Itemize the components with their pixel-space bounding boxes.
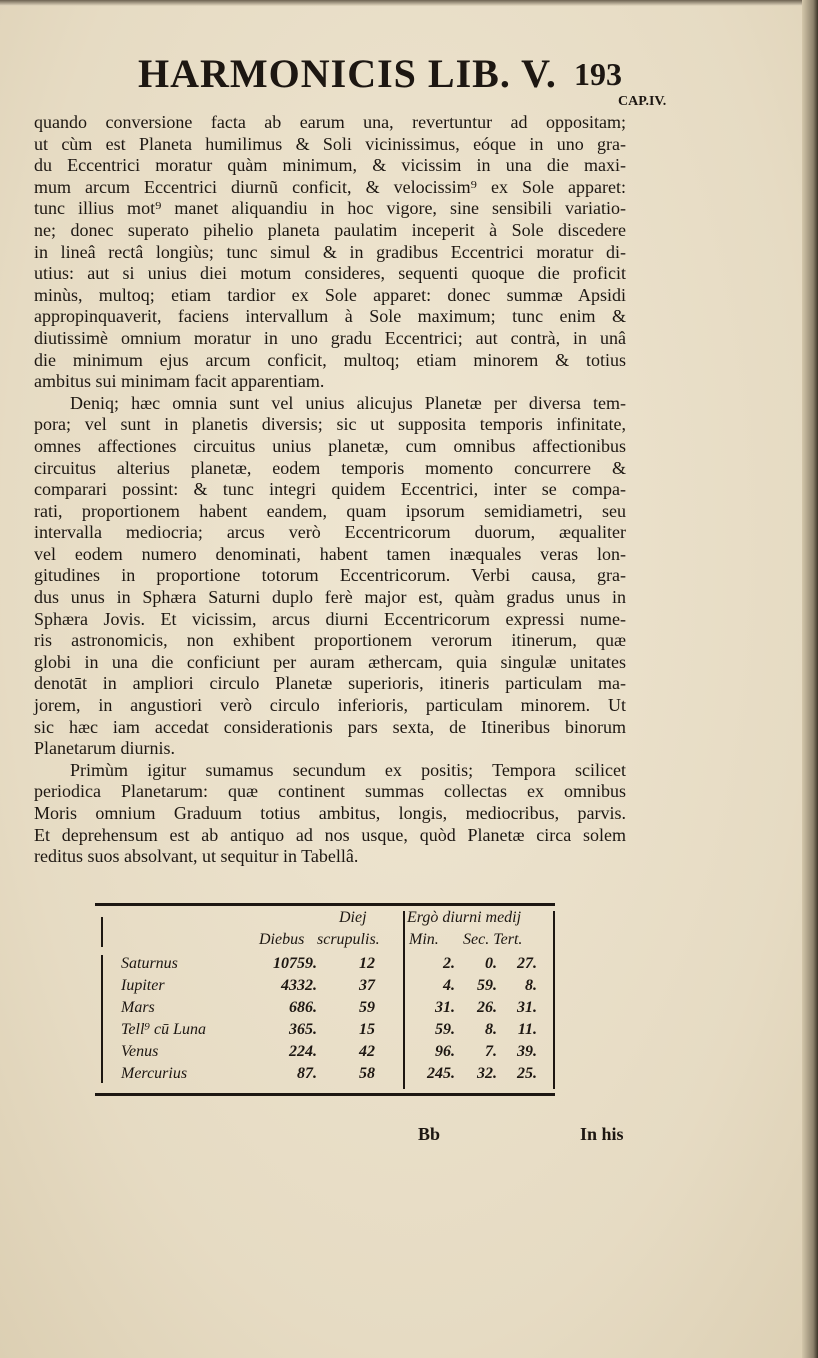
text-line: du Eccentrici moratur quàm minimum, & vicissim in una die maxi- [34,155,626,176]
daily-thirds: 39. [517,1043,537,1060]
daily-thirds: 25. [517,1065,537,1082]
period-scrupuli: 12 [359,955,375,972]
planet-name: Tell⁹ cū Luna [121,1021,206,1038]
period-scrupuli: 37 [359,977,375,994]
daily-minutes: 2. [443,955,455,972]
text-line: die minimum ejus arcum conficit, multoq; etiam minorem & totius [34,349,626,370]
text-line: globi in una die conficiunt per auram æthercam, quia singulæ unitates [34,651,626,672]
body-text [34,112,626,868]
header-diebus: Diebus [259,931,305,948]
text-line: sic hæc iam accedat considerationis pars sexta, de Itineribus binorum [34,716,626,737]
period-days: 224. [289,1043,317,1060]
text-line: quando conversione facta ab earum una, revertuntur ad oppositam; [34,112,626,132]
text-line: ris astronomicis, non exhibent proportionem verorum itinerum, quæ [34,630,626,651]
header-sec-tert: Sec. Tert. [463,931,523,948]
text-line: gitudines in proportione totorum Eccentricorum. Verbi causa, gra- [34,565,626,586]
text-line: ut cùm est Planeta humilimus & Soli vicinissimus, eóque in uno gra- [34,133,626,154]
header-min: Min. [409,931,439,948]
daily-seconds: 32. [477,1065,497,1082]
period-scrupuli: 42 [359,1043,375,1060]
period-scrupuli: 15 [359,1021,375,1038]
period-days: 10759. [273,955,317,972]
planet-name: Venus [121,1043,159,1060]
text-line: in lineâ rectâ longiùs; tunc simul & in gradibus Eccentrici moratur di- [34,241,626,262]
text-line: Deniq; hæc omnia sunt vel unius alicujus Planetæ per diversa tem- [70,392,626,413]
period-scrupuli: 58 [359,1065,375,1082]
daily-minutes: 31. [435,999,455,1016]
daily-minutes: 59. [435,1021,455,1038]
table-bottom-rule [95,1093,555,1096]
text-line: omnes affectiones circuitus unius planetæ, cum omnibus affectionibus [34,435,626,456]
period-days: 365. [289,1021,317,1038]
period-days: 686. [289,999,317,1016]
periods-table [95,903,559,1101]
daily-minutes: 245. [427,1065,455,1082]
chapter-label: CAP.IV. [618,94,667,109]
daily-minutes: 4. [443,977,455,994]
page-spine-edge [802,0,818,1358]
text-line: Moris omnium Graduum totius ambitus, longis, mediocribus, parvis. [34,803,626,823]
table-left-bar [101,955,103,1083]
running-head: HARMONICIS LIB. V. [138,51,557,96]
daily-thirds: 8. [525,977,537,994]
text-line: minùs, multoq; etiam tardior ex Sole apparet: donec summæ Apsidi [34,284,626,305]
text-line: reditus suos absolvant, ut sequitur in Tabellâ. [34,846,359,867]
planet-name: Mars [121,999,155,1016]
text-line: Et deprehensum est ab antiquo ad nos usque, quòd Planetæ circa solem [34,824,626,845]
catchword: In his [580,1124,624,1144]
page-top-edge [0,0,818,6]
text-line: comparari possint: & tunc integri quidem Eccentrici, inter se compa- [34,479,626,500]
signature-mark: Bb [418,1124,441,1144]
text-line: tunc illius mot⁹ manet aliquandiu in hoc vigore, sine sensibili variatio- [34,198,626,219]
planet-name: Iupiter [121,977,165,994]
header-scrupulis: scrupulis. [317,931,380,948]
text-line: pora; vel sunt in planetis diversis; sic ut supposita temporis infinitate, [34,414,626,435]
header-ergo: Ergò diurni medij [407,909,522,926]
header-diej: Diej [339,909,367,926]
text-line: mum arcum Eccentrici diurnũ conficit, & velocissim⁹ ex Sole apparet: [34,176,626,197]
text-line: rati, proportionem habent eandem, quam ipsorum semidiametri, seu [34,500,626,521]
text-line: vel eodem numero denominati, habent tamen inæquales veras lon- [34,543,626,564]
daily-seconds: 8. [485,1021,497,1038]
daily-minutes: 96. [435,1043,455,1060]
period-scrupuli: 59 [359,999,375,1016]
text-line: Sphæra Jovis. Et vicissim, arcus diurni Eccentricorum expressi nume- [34,608,626,629]
page-number: 193 [574,56,622,92]
text-line: dus unus in Sphæra Saturni duplo ferè major est, quàm gradus unus in [34,587,626,608]
daily-thirds: 11. [517,1021,537,1038]
table-top-rule [95,903,555,906]
planet-name: Mercurius [121,1065,188,1082]
daily-thirds: 27. [517,955,537,972]
table-left-bar [101,917,103,947]
text-line: jorem, in angustiori verò circulo inferioris, particulam minorem. Ut [34,695,626,716]
text-line: Primùm igitur sumamus secundum ex positis; Tempora scilicet [70,759,626,780]
text-line: periodica Planetarum: quæ continent summas collectas ex omnibus [34,781,626,802]
daily-seconds: 26. [477,999,497,1016]
daily-seconds: 7. [485,1043,497,1060]
text-line: ne; donec superato pihelio planeta paulatim inceperit à Sole discedere [34,219,626,240]
period-days: 87. [297,1065,317,1082]
daily-seconds: 0. [485,955,497,972]
text-line: appropinquaverit, faciens intervallum à Sole maximum; tunc enim & [34,306,626,327]
text-line: utius: aut si unius diei motum consideres, sequenti quoque die proficit [34,263,626,284]
text-line: Planetarum diurnis. [34,738,175,759]
text-line: circuitus alterius planetæ, eodem temporis momento concurrere & [34,457,626,478]
text-line: intervalla mediocria; arcus verò Eccentricorum duorum, æqualiter [34,522,626,543]
daily-thirds: 31. [517,999,537,1016]
text-line: denotāt in ampliori circulo Planetæ superioris, itineris particulam ma- [34,673,626,694]
daily-seconds: 59. [477,977,497,994]
period-days: 4332. [281,977,317,994]
planet-name: Saturnus [121,955,178,972]
table-right-bar [553,911,555,1089]
text-line: diutissimè omnium moratur in uno gradu Eccentrici; aut contrà, in unâ [34,327,626,348]
text-line: ambitus sui minimam facit apparentiam. [34,371,325,392]
table-column-divider [403,911,405,1089]
